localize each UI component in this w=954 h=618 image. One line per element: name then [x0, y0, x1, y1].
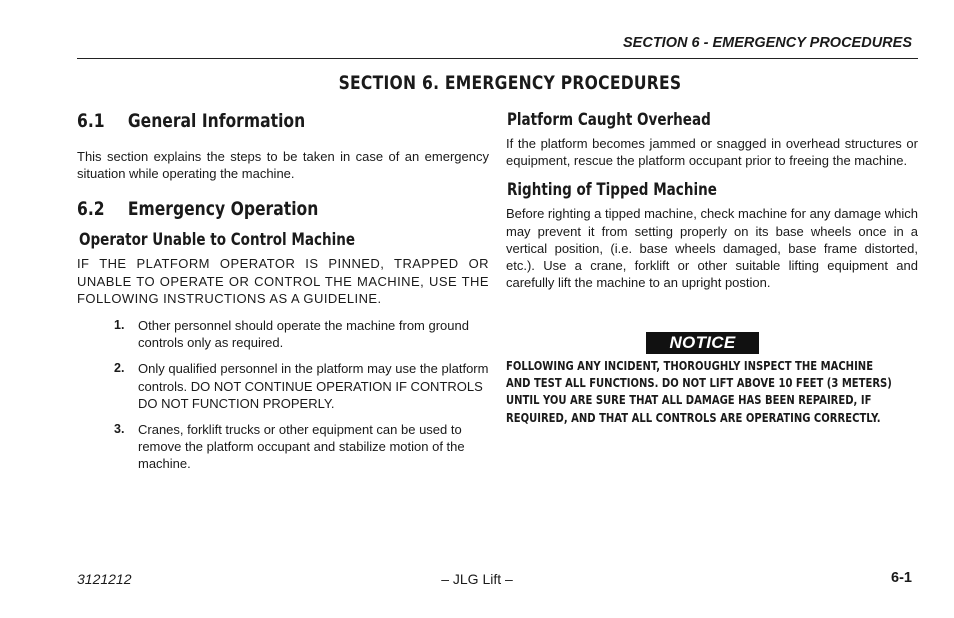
list-number: 3.	[114, 422, 125, 437]
heading-platform-caught: Platform Caught Overhead	[507, 110, 711, 129]
righting-tipped-paragraph: Before righting a tipped machine, check machine for any damage which may prevent it from setting properly on its base wheels once in a vertical position, (i.e. base wheels damaged, base frame distorted, etc.). Use a crane, forklift or other suitable lifting equipment and carefully lift the machine to an upright postion.	[506, 206, 918, 291]
guideline-paragraph: IF THE PLATFORM OPERATOR IS PINNED, TRAPPED OR UNABLE TO OPERATE OR CONTROL THE MACHINE, USE THE FOLLOWING INSTRUCTIONS AS A GUIDELINE.	[77, 256, 489, 306]
heading-text: General Information	[127, 110, 306, 132]
general-info-paragraph: This section explains the steps to be taken in case of an emergency situation while operating the machine.	[77, 149, 489, 182]
notice-line: UNTIL YOU ARE SURE THAT ALL DAMAGE HAS BEEN REPAIRED, IF	[506, 393, 872, 408]
notice-label-text: NOTICE	[669, 333, 736, 352]
list-item	[77, 360, 489, 412]
notice-text	[506, 358, 918, 427]
header-divider	[77, 58, 918, 59]
list-text: Other personnel should operate the machine from ground controls only as required.	[138, 318, 469, 351]
section-title: SECTION 6. EMERGENCY PROCEDURES	[338, 72, 682, 94]
heading-operator-unable: Operator Unable to Control Machine	[79, 230, 356, 250]
heading-text: Emergency Operation	[127, 198, 319, 221]
notice-line: REQUIRED, AND THAT ALL CONTROLS ARE OPERATING CORRECTLY.	[506, 410, 881, 425]
notice-line: AND TEST ALL FUNCTIONS. DO NOT LIFT ABOVE 10 FEET (3 METERS)	[506, 376, 892, 391]
notice-line: FOLLOWING ANY INCIDENT, THOROUGHLY INSPECT THE MACHINE	[506, 359, 874, 373]
list-item	[77, 317, 489, 351]
list-item	[77, 421, 489, 473]
list-number: 1.	[114, 318, 125, 333]
heading-number: 6.1	[77, 110, 105, 132]
heading-righting-tipped: Righting of Tipped Machine	[507, 180, 717, 200]
notice-label	[646, 332, 759, 354]
left-column	[77, 110, 489, 473]
platform-caught-paragraph: If the platform becomes jammed or snagged in overhead structures or equipment, rescue the platform occupant prior to freeing the machine.	[506, 136, 918, 169]
page-number: 6-1	[891, 570, 912, 586]
running-header: SECTION 6 - EMERGENCY PROCEDURES	[623, 35, 912, 51]
list-text: Cranes, forklift trucks or other equipment can be used to remove the platform occupant and stabilize motion of the machine.	[138, 422, 465, 472]
instruction-list	[77, 317, 489, 473]
heading-number: 6.2	[77, 198, 105, 221]
list-text: Only qualified personnel in the platform may use the platform controls. DO NOT CONTINUE OPERATION IF CONTROLS DO NOT FUNCTION PROPERLY.	[138, 361, 489, 411]
heading-emergency-operation	[77, 198, 415, 220]
right-column	[506, 110, 918, 291]
heading-general-information	[77, 110, 415, 132]
list-number: 2.	[114, 361, 125, 376]
footer-publisher: – JLG Lift –	[441, 571, 513, 587]
document-number: 3121212	[77, 571, 132, 587]
